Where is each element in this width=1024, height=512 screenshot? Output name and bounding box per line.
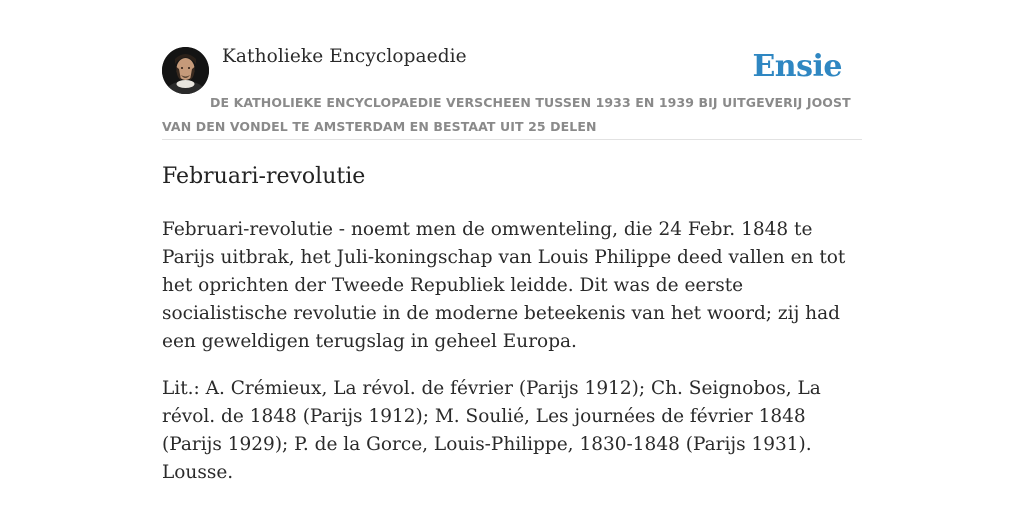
- source-description: DE KATHOLIEKE ENCYCLOPAEDIE VERSCHEEN TUSSEN 1933 EN 1939 BIJ UITGEVERIJ JOOST VAN DEN VONDEL TE AMSTERDAM EN BESTAAT UIT 25 DELEN: [162, 95, 851, 134]
- article-body: [162, 216, 862, 506]
- article-paragraph-definition: Februari-revolutie - noemt men de omwenteling, die 24 Febr. 1848 te Parijs uitbrak, het Juli-koningschap van Louis Philippe deed vallen en tot het oprichten der Tweede Republiek leidde. Dit was de eerste socialistische revolutie in de moderne beteekenis van het woord; zij had een geweldigen terugslag in geheel Europa.: [162, 219, 846, 352]
- ensie-logo[interactable]: Ensie: [752, 49, 842, 84]
- page-container: [162, 44, 862, 483]
- article-paragraph-literature: Lit.: A. Crémieux, La révol. de février (Parijs 1912); Ch. Seignobos, La révol. de 1848 (Parijs 1912); M. Soulié, Les journées de février 1848 (Parijs 1929); P. de la Gorce, Louis-Philippe, 1830-1848 (Parijs 1931). Lousse.: [162, 378, 821, 483]
- source-header: [162, 44, 862, 140]
- source-title[interactable]: Katholieke Encyclopaedie: [222, 46, 467, 67]
- article-title: Februari-revolutie: [162, 164, 366, 189]
- portrait-avatar-icon[interactable]: [162, 47, 209, 94]
